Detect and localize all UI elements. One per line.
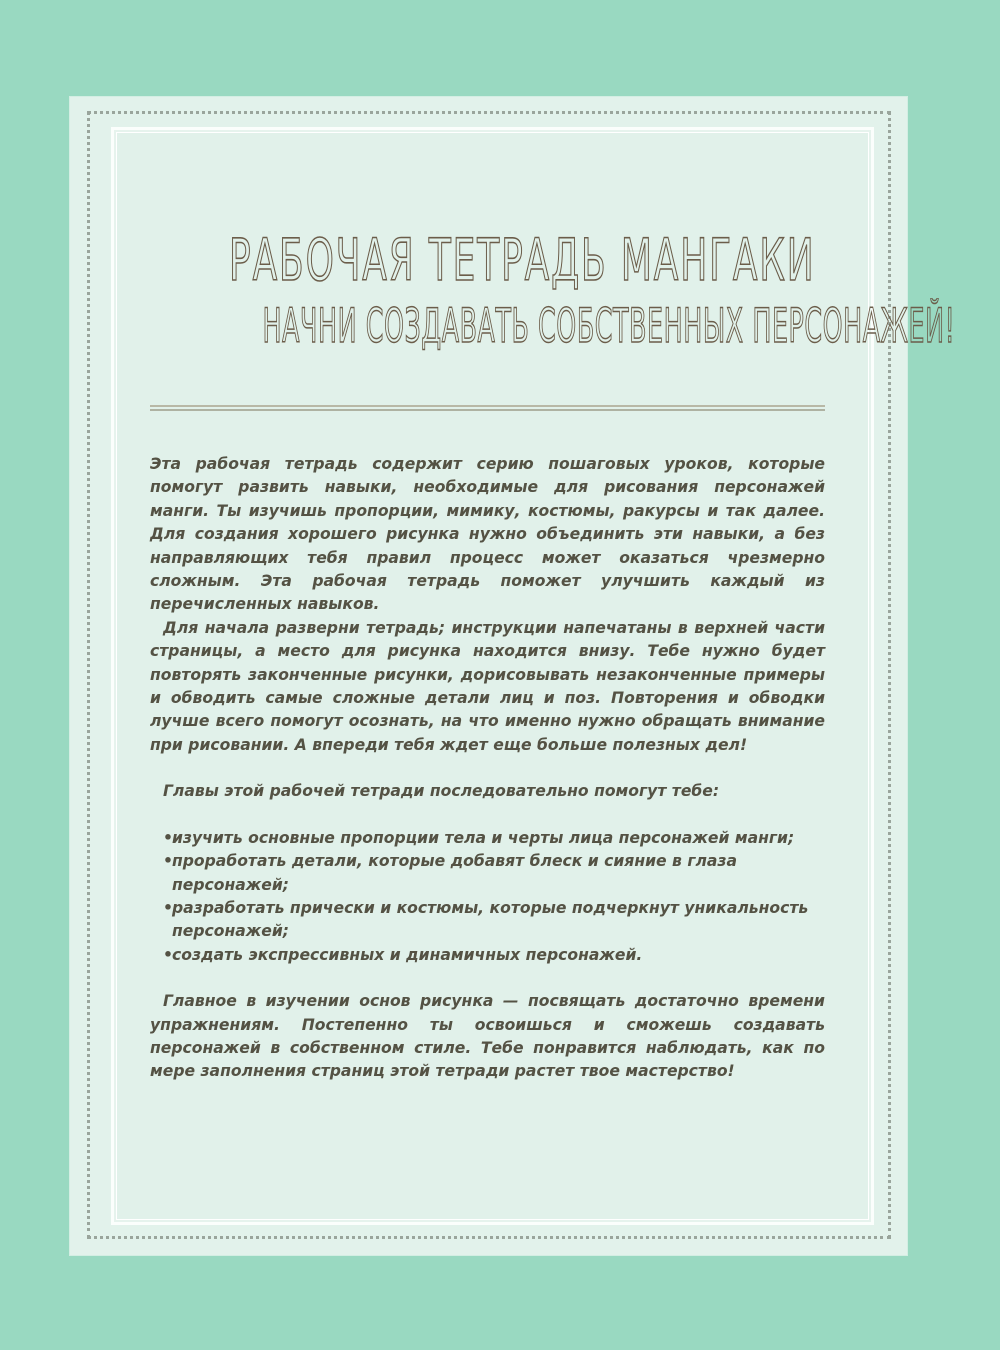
bullet-icon: • bbox=[163, 852, 173, 871]
list-item bbox=[163, 850, 825, 897]
chapters-lead: Главы этой рабочей тетради последовательно помогут тебе: bbox=[163, 782, 720, 801]
page-panel bbox=[70, 97, 956, 1255]
body-text bbox=[150, 453, 825, 1084]
bullet-icon: • bbox=[163, 945, 173, 964]
list-item bbox=[163, 944, 825, 967]
intro-paragraph-1: Эта рабочая тетрадь содержит серию пошаговых уроков, которые помогут развить навыки, необходимые для рисования персонажей манги. Ты изучишь пропорции, мимику, костюмы, ракурсы и так далее. Для создания хорошего рисунка нужно объединить эти навыки, а без направляющих тебя правил процесс может оказаться чрезмерно сложным. Эта рабочая тетрадь поможет улучшить каждый из перечисленных навыков. bbox=[150, 455, 825, 614]
intro-paragraph-2: Для начала разверни тетрадь; инструкции напечатаны в верхней части страницы, а место для рисунка находится внизу. Тебе нужно будет повторять законченные рисунки, дорисовывать незаконченные примеры и обводить самые сложные детали лиц и поз. Повторения и обводки лучше всего помогут осознать, на что именно нужно обращать внимание при рисовании. А впереди тебя ждет еще больше полезных дел! bbox=[150, 618, 825, 754]
title-block bbox=[70, 226, 956, 357]
chapters-list bbox=[150, 827, 825, 967]
divider-line-top bbox=[150, 405, 825, 407]
page-subtitle: НАЧНИ СОЗДАВАТЬ СОБСТВЕННЫХ ПЕРСОНАЖЕЙ! bbox=[262, 299, 956, 354]
divider-line-bottom bbox=[150, 409, 825, 411]
page-title: РАБОЧАЯ ТЕТРАДЬ МАНГАКИ bbox=[229, 226, 816, 294]
list-item-text: разработать прически и костюмы, которые подчеркнут уникальность персонажей; bbox=[172, 898, 809, 941]
spacer bbox=[150, 804, 825, 827]
title-divider bbox=[150, 405, 825, 411]
list-item bbox=[163, 897, 825, 944]
bullet-icon: • bbox=[163, 898, 173, 917]
spacer bbox=[150, 757, 825, 780]
list-item-text: изучить основные пропорции тела и черты лица персонажей манги; bbox=[172, 828, 795, 847]
list-item-text: создать экспрессивных и динамичных персонажей. bbox=[172, 945, 643, 964]
list-item bbox=[163, 827, 825, 850]
closing-paragraph: Главное в изучении основ рисунка — посвящать достаточно времени упражнениям. Постепенно ты освоишься и сможешь создавать персонажей в собственном стиле. Тебе понравится наблюдать, как по мере заполнения страниц этой тетради растет твое мастерство! bbox=[150, 992, 825, 1081]
bullet-icon: • bbox=[163, 828, 173, 847]
spacer bbox=[150, 967, 825, 990]
list-item-text: проработать детали, которые добавят блеск и сияние в глаза персонажей; bbox=[172, 852, 737, 894]
